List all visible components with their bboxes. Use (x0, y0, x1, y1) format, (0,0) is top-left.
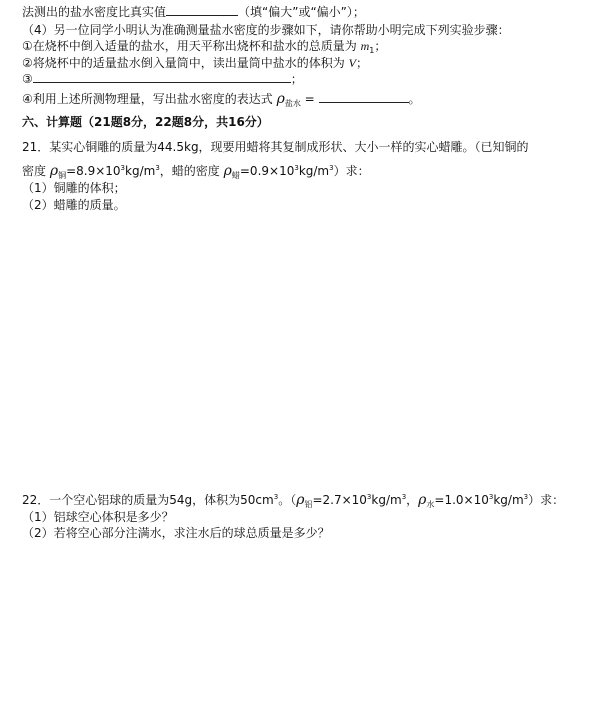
q21-sub1-text: （1）铜雕的体积； (22, 181, 126, 195)
q21-line1 (22, 139, 529, 155)
volume-exponent: 3 (273, 493, 279, 501)
q22-sub1-text: （1）铝球空心体积是多少？ (22, 510, 174, 524)
copper-unit-exponent: 3 (155, 164, 160, 172)
q21-ask: ）求： (333, 164, 370, 178)
water-density-value: =1.0×10 (434, 493, 489, 507)
rho-symbol: ρ (418, 492, 427, 508)
water-density-unit: kg/m (493, 493, 524, 507)
expression-answer-blank[interactable] (319, 91, 409, 103)
q4-step3-end: ； (290, 72, 303, 86)
aluminum-density-exponent: 3 (366, 493, 372, 501)
mass-variable: m (360, 39, 370, 53)
q21-wax-density-label: ，蜡的密度 (159, 164, 220, 178)
q21-stem: 21．某实心铜雕的质量为44.5kg，现要用蜡将其复制成形状、大小一样的实心蜡雕。（已知铜的 (22, 140, 529, 154)
mass-subscript: 1 (369, 46, 375, 55)
q4-step4 (22, 91, 421, 112)
wax-density-exponent: 3 (294, 164, 299, 172)
q4-step4-end: 。 (408, 92, 421, 106)
q4-step2-text: ②将烧杯中的适量盐水倒入量筒中，读出量筒中盐水的体积为 (22, 56, 345, 70)
q21-sub2-text: （2）蜡雕的质量。 (22, 198, 126, 212)
q22-stem: 22．一个空心铝球的质量为54g，体积为50cm (22, 493, 274, 507)
rho-symbol: ρ (296, 492, 305, 508)
aluminum-density-value: =2.7×10 (312, 493, 367, 507)
wax-unit-exponent: 3 (329, 164, 334, 172)
section-title-text: 六、计算题（21题8分，22题8分，共16分） (22, 115, 269, 129)
copper-density-unit: kg/m (125, 164, 156, 178)
volume-variable: V (348, 56, 356, 70)
copper-density-exponent: 3 (120, 164, 126, 172)
copper-density-value: =8.9×10 (66, 164, 121, 178)
aluminum-unit-exponent: 3 (401, 493, 407, 501)
rho-saltwater-subscript: 盐水 (284, 99, 301, 108)
q22-paren-open: 。（ (278, 493, 297, 507)
rho-symbol: ρ (49, 163, 59, 179)
q4-step3-label: ③ (22, 72, 33, 86)
q4-tail-text: 法测出的盐水密度比真实值 (22, 5, 167, 19)
step3-answer-blank[interactable] (33, 71, 291, 83)
wax-density-value: =0.9×10 (239, 164, 295, 178)
water-unit-exponent: 3 (523, 493, 529, 501)
q22-ask: ）求： (528, 493, 565, 507)
q4-intro (22, 22, 510, 38)
rho-wax-subscript: 蜡 (231, 171, 240, 180)
q21-sub1 (22, 180, 126, 196)
q21-density-label: 密度 (22, 164, 47, 178)
rho-symbol: ρ (223, 163, 232, 179)
q4-step4-text: ④利用上述所测物理量，写出盐水密度的表达式 (22, 92, 273, 106)
q4-tail-hint: （填“偏大”或“偏小”）； (238, 5, 365, 19)
q4-step1-text: ①在烧杯中倒入适量的盐水，用天平称出烧杯和盐水的总质量为 (22, 39, 357, 53)
equals-sign: = (304, 92, 315, 106)
q4-step2-end: ； (355, 56, 368, 70)
wax-density-unit: kg/m (298, 164, 330, 178)
section-title (22, 114, 269, 130)
q22-sub2 (22, 525, 330, 541)
rho-symbol: ρ (276, 91, 285, 107)
rho-copper-subscript: 铜 (58, 171, 67, 180)
rho-aluminum-subscript: 铝 (304, 500, 313, 509)
q4-step1-end: ； (374, 39, 387, 53)
q22-sub1 (22, 509, 174, 525)
answer-blank[interactable] (166, 4, 238, 16)
q4-tail-line (22, 4, 365, 20)
q4-step2 (22, 55, 368, 71)
q4-intro-text: （4）另一位同学小明认为准确测量盐水密度的步骤如下，请你帮助小明完成下列实验步骤： (22, 23, 510, 37)
q21-sub2 (22, 197, 126, 213)
water-density-exponent: 3 (488, 493, 494, 501)
q22-comma: ， (406, 493, 419, 507)
q22-sub2-text: （2）若将空心部分注满水，求注水后的球总质量是多少？ (22, 526, 330, 540)
q4-step3 (22, 71, 303, 87)
rho-water-subscript: 水 (426, 500, 435, 509)
aluminum-density-unit: kg/m (371, 493, 402, 507)
